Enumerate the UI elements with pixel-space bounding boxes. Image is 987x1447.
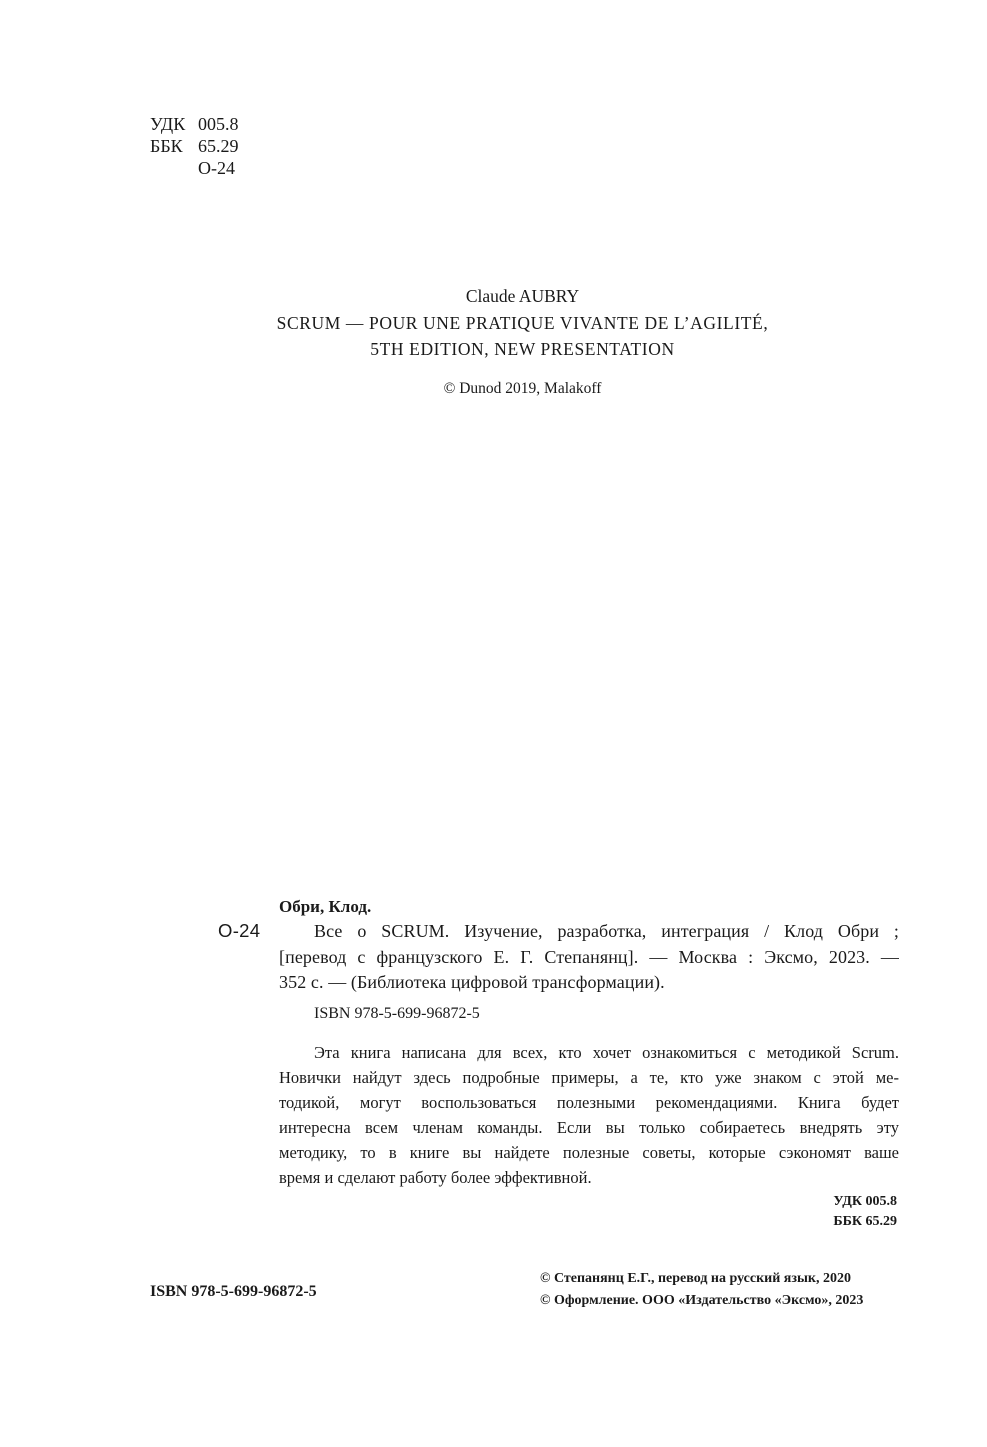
udk-row xyxy=(150,113,239,135)
original-copyright: © Dunod 2019, Malakoff xyxy=(443,380,602,397)
original-title-line2: 5TH EDITION, NEW PRESENTATION xyxy=(370,339,675,359)
bbk-row xyxy=(150,135,239,157)
bibliographic-description xyxy=(279,919,899,996)
copyright-design: © Оформление. ООО «Издательство «Эксмо», 2023 xyxy=(540,1293,864,1308)
description-line: 352 с. — (Библиотека цифровой трансформации). xyxy=(279,972,665,992)
description-line: Все о SCRUM. Изучение, разработка, интеграция / Клод Обри ; xyxy=(314,921,899,941)
card-classification-codes xyxy=(833,1192,897,1232)
udk-label: УДК xyxy=(150,114,186,134)
author-mark: О-24 xyxy=(198,158,235,178)
footer-isbn: ISBN 978-5-699-96872-5 xyxy=(150,1283,317,1300)
copyright-translation: © Степанянц Е.Г., перевод на русский язык, 2020 xyxy=(540,1271,851,1286)
original-author: Claude AUBRY xyxy=(465,286,580,306)
annotation-line: Новички найдут здесь подробные примеры, а те, кто уже знаком с этой ме- xyxy=(279,1068,899,1087)
bbk-value: 65.29 xyxy=(198,136,239,156)
card-udk: УДК 005.8 xyxy=(833,1194,897,1209)
footer-copyrights xyxy=(540,1268,863,1312)
udk-value: 005.8 xyxy=(198,114,239,134)
card-bbk: ББК 65.29 xyxy=(833,1214,897,1229)
annotation-line: Эта книга написана для всех, кто хочет ознакомиться с методикой Scrum. xyxy=(314,1043,899,1062)
original-title-line1: SCRUM — POUR UNE PRATIQUE VIVANTE DE L’AGILITÉ, xyxy=(276,313,769,333)
author-mark-row xyxy=(150,157,239,179)
classification-codes xyxy=(150,113,239,179)
annotation-line: время и сделают работу более эффективной. xyxy=(279,1168,592,1187)
description-line: [перевод с французского Е. Г. Степанянц]. — Москва : Эксмо, 2023. — xyxy=(279,946,899,967)
card-isbn: ISBN 978-5-699-96872-5 xyxy=(314,1005,480,1022)
annotation-line: методику, то в книге вы найдете полезные советы, которые сэкономят ваше xyxy=(279,1143,899,1162)
card-author-mark: О-24 xyxy=(218,920,261,941)
annotation-line: тодикой, могут воспользоваться полезными рекомендациями. Книга будет xyxy=(279,1093,899,1112)
card-author-heading: Обри, Клод. xyxy=(279,897,372,916)
annotation-line: интересна всем членам команды. Если вы только собираетесь внедрять эту xyxy=(279,1118,899,1137)
annotation xyxy=(279,1040,899,1190)
bbk-label: ББК xyxy=(150,136,183,156)
